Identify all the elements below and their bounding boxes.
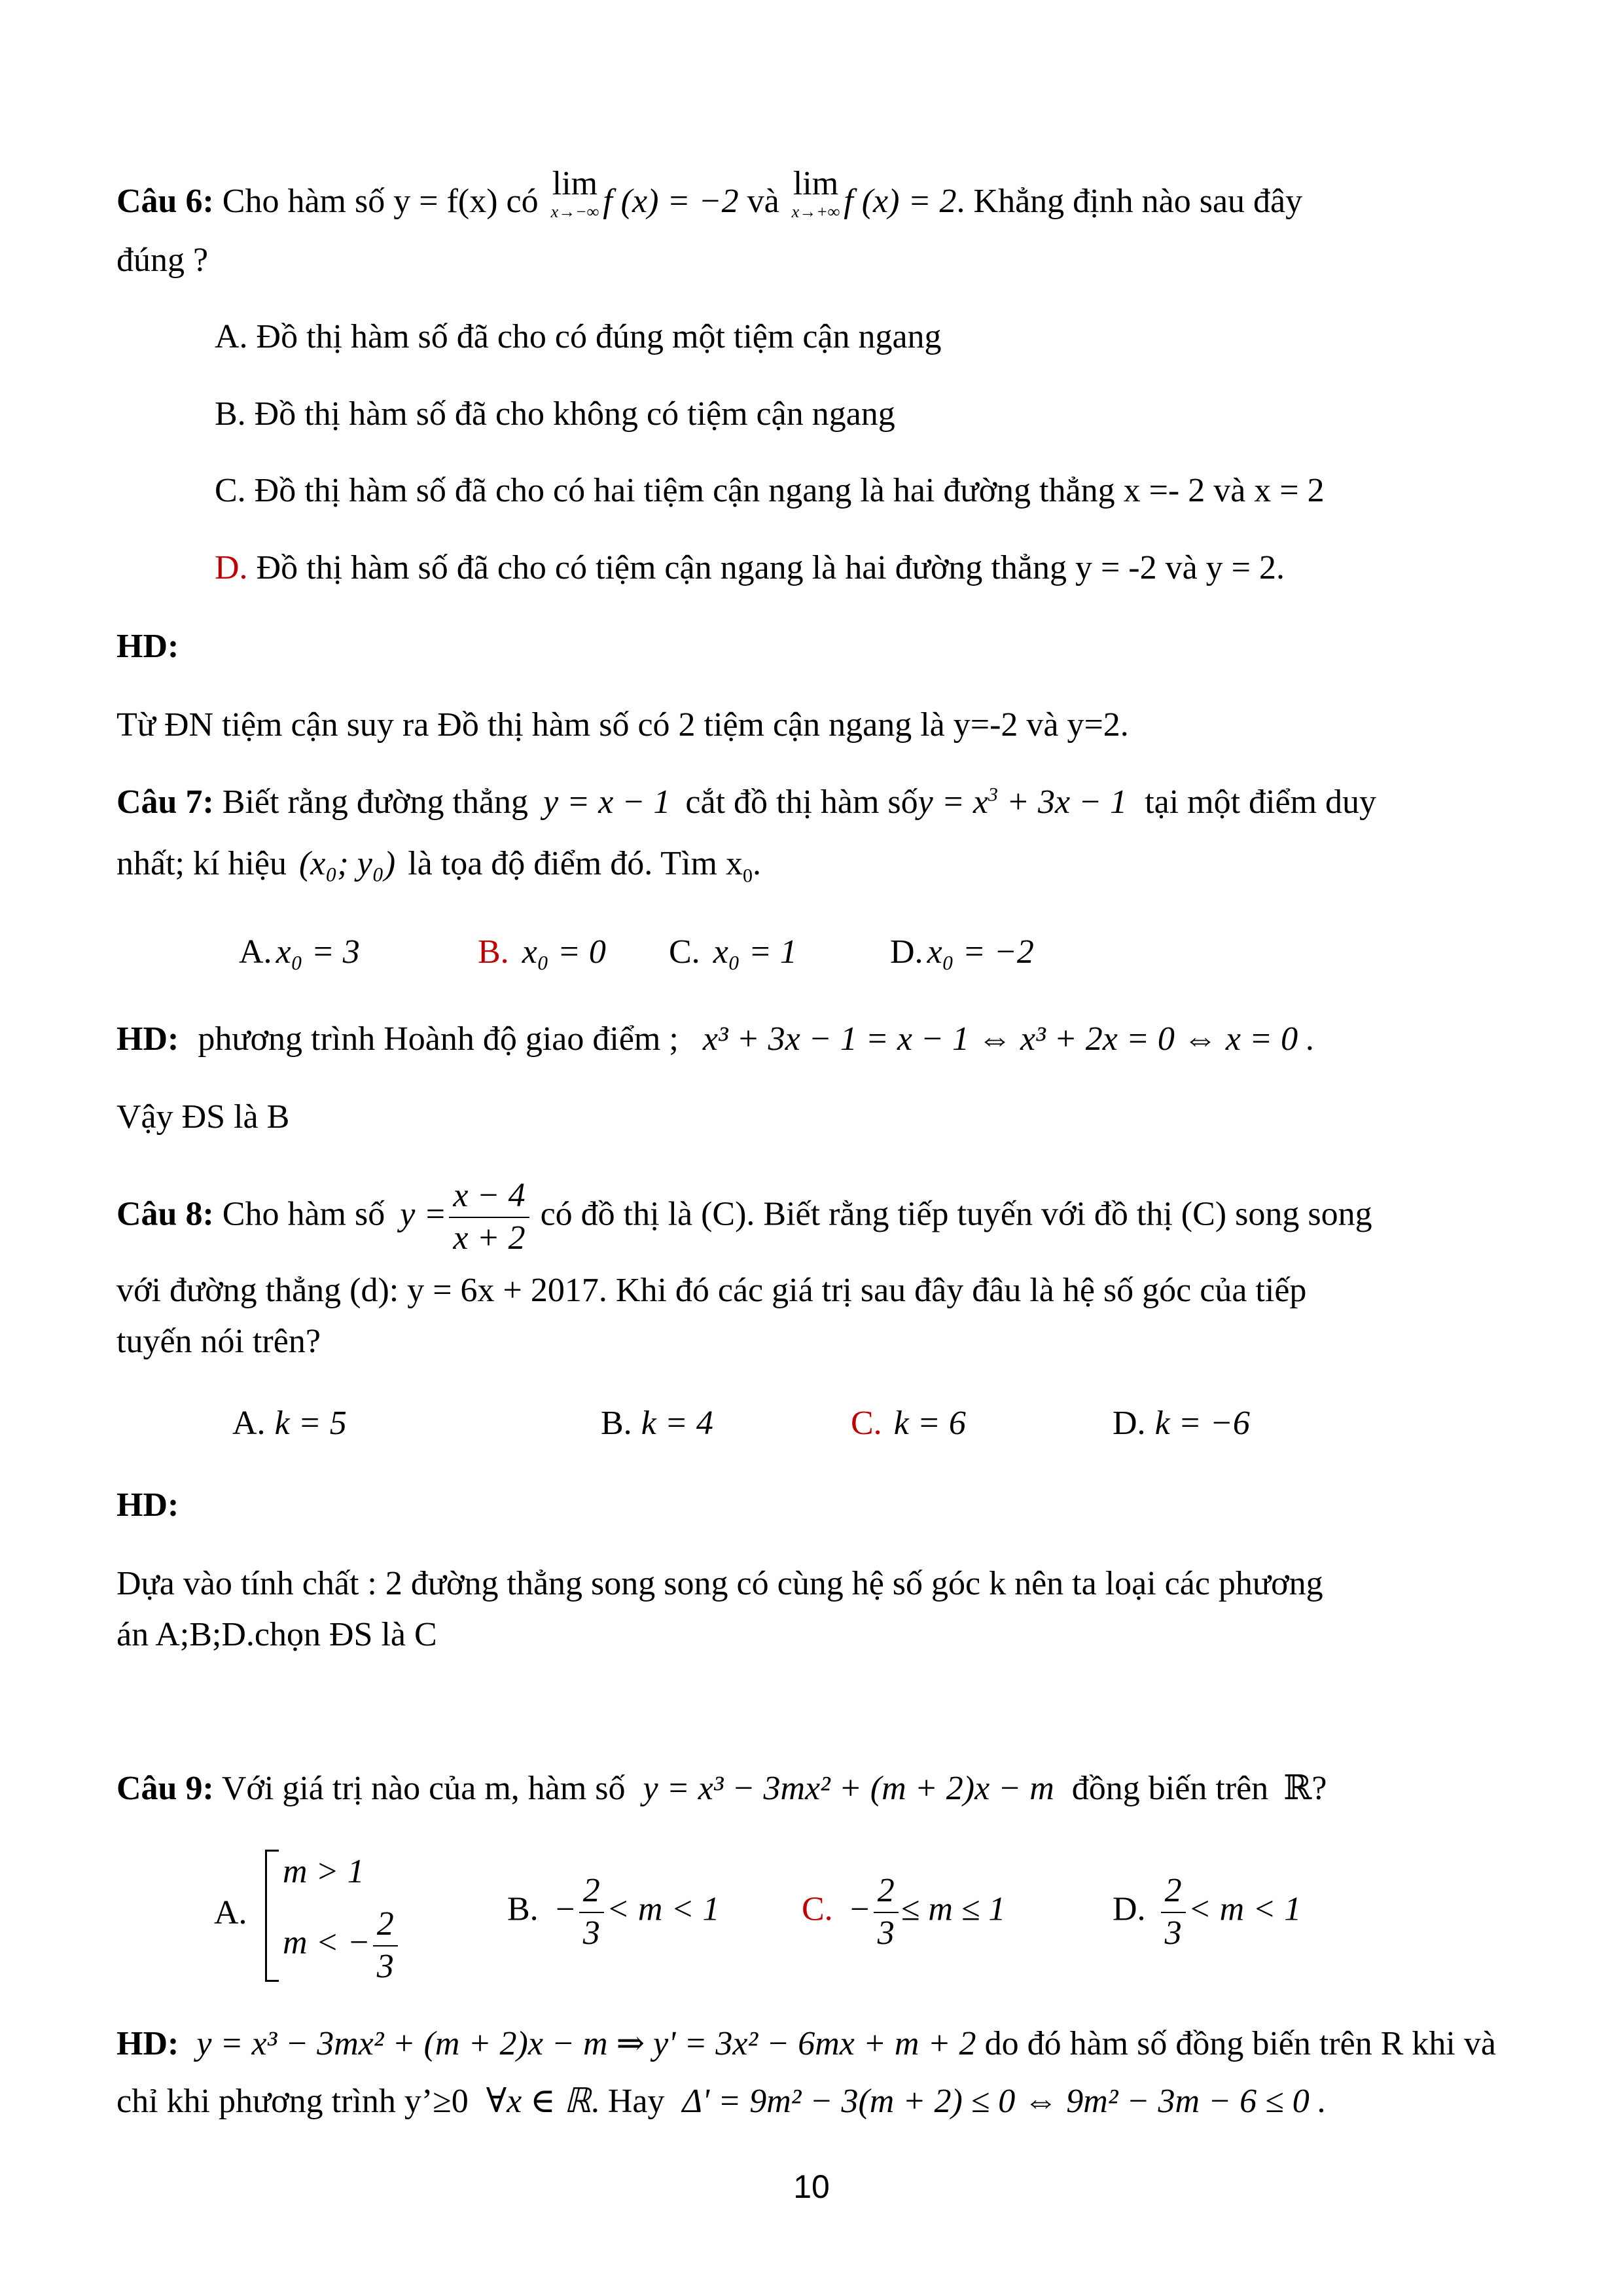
q8-option-c: C. k = 6 (851, 1405, 966, 1442)
q8-option-a: A. k = 5 (232, 1405, 347, 1442)
q7-hd (116, 1020, 1315, 1058)
q9-option-d: D. $\frac{2}{3}$ < m < 1 (1113, 1872, 1302, 1952)
q6-option-b: B. Đồ thị hàm số đã cho không có tiệm cận ngang (215, 395, 895, 433)
q9-real-set: ℝ (1283, 1770, 1312, 1807)
q6-option-d-letter: D. (215, 549, 248, 586)
q9-option-b-fraction: $\frac{2}{3}$ (579, 1873, 604, 1951)
q7-stem (116, 783, 1376, 821)
q7-hd-label: HD: (116, 1020, 179, 1058)
q6-limit-1-expr: f (x) = −2 (603, 183, 739, 220)
q7-hd-equation: x³ + 3x − 1 = x − 1 ⇔ x³ + 2x = 0 ⇔ x = 0 . (702, 1020, 1315, 1058)
q9-text-a: Với giá trị nào của m, hàm số (221, 1770, 626, 1807)
q7-text-e: là tọa độ điểm đó. Tìm x (408, 845, 743, 882)
q9-option-c-fraction: $\frac{2}{3}$ (874, 1873, 899, 1951)
q9-hd-equation-1: y = x³ − 3mx² + (m + 2)x − m ⇒ y' = 3x² − 6mx + m + 2 (196, 2025, 976, 2062)
q9-hd-text-1: do đó hàm số đồng biến trên R khi và (984, 2025, 1496, 2062)
page-number: 10 (793, 2168, 830, 2205)
q9-option-a-bracket (265, 1850, 279, 1982)
q9-option-a-letter: A. (214, 1894, 247, 1931)
q8-label: Câu 8: (116, 1195, 214, 1233)
q8-hd-label: HD: (116, 1486, 179, 1524)
q9-hd-text-3: . Hay (590, 2083, 665, 2120)
q9-option-b: B. − $\frac{2}{3}$ < m < 1 (507, 1872, 720, 1952)
q7-text-d: nhất; kí hiệu (116, 845, 287, 882)
q7-text-a: Biết rằng đường thẳng (222, 783, 529, 821)
q8-text-b: có đồ thị là (C). Biết rằng tiếp tuyến với đồ thị (C) song song (540, 1195, 1372, 1233)
q9-hd-label: HD: (116, 2025, 179, 2062)
q6-label: Câu 6: (116, 183, 214, 220)
q7-line-equation: y = x − 1 (543, 783, 671, 821)
q9-hd-line1 (116, 2024, 1496, 2063)
q9-text-c: ? (1311, 1770, 1327, 1807)
q7-stem-line2: nhất; kí hiệu (x₀; y₀) là tọa độ điểm đó. Tìm $x_0$. (116, 845, 761, 887)
q9-hd-equation-2: Δ' = 9m² − 3(m + 2) ≤ 0 ⇔ 9m² − 3m − 6 ≤ 0 . (682, 2083, 1327, 2120)
q7-conclusion: Vậy ĐS là B (116, 1098, 290, 1136)
q6-limit-2: lim x→+∞ (791, 165, 840, 221)
q8-option-d: D. k = −6 (1113, 1405, 1250, 1442)
q8-hd-line1: Dựa vào tính chất : 2 đường thẳng song song có cùng hệ số góc k nên ta loại các phương (116, 1565, 1323, 1602)
q6-text-a: Cho hàm số y = f(x) có (222, 183, 539, 220)
q9-option-d-fraction: $\frac{2}{3}$ (1161, 1873, 1186, 1951)
q7-label: Câu 7: (116, 783, 214, 821)
q6-option-d-text: Đồ thị hàm số đã cho có tiệm cận ngang là hai đường thẳng y = -2 và y = 2. (247, 549, 1285, 586)
q6-hd-label: HD: (116, 628, 179, 665)
q7-option-a: A. x₀ = 3 (239, 933, 360, 971)
q6-conj: và (747, 183, 779, 220)
q8-stem-line3: tuyến nói trên? (116, 1323, 321, 1360)
q9-text-b: đồng biến trên (1071, 1770, 1269, 1807)
q6-limit-2-expr: f (x) = 2 (844, 183, 957, 220)
q9-stem (116, 1768, 1327, 1808)
q7-subscript: 0 (742, 865, 753, 887)
q9-hd-text-2: chỉ khi phương trình y’≥0 (116, 2083, 469, 2120)
q7-option-c: C. x₀ = 1 (669, 933, 797, 971)
q6-option-a: A. Đồ thị hàm số đã cho có đúng một tiệm cận ngang (215, 318, 942, 355)
q6-hd-text: Từ ĐN tiệm cận suy ra Đồ thị hàm số có 2 tiệm cận ngang là y=-2 và y=2. (116, 706, 1129, 744)
q9-option-a-fraction: $\frac{2}{3}$ (373, 1907, 398, 1984)
q9-option-a-bottom: m < − $\frac{2}{3}$ (283, 1907, 401, 1984)
q9-option-c: C. − $\frac{2}{3}$ ≤ m ≤ 1 (802, 1872, 1006, 1952)
q6-text-b: . Khẳng định nào sau đây (956, 183, 1303, 220)
q6-option-c: C. Đồ thị hàm số đã cho có hai tiệm cận ngang là hai đường thẳng x =- 2 và x = 2 (215, 472, 1325, 509)
q8-fraction: $\frac{x - 4}{x + 2}$ (449, 1178, 529, 1256)
q7-function: $y = x^3 + 3x - 1$ (918, 783, 1128, 821)
q7-option-d: D. x₀ = −2 (890, 933, 1034, 971)
q7-text-b: cắt đồ thị hàm số (685, 783, 918, 821)
q8-stem (116, 1178, 1372, 1256)
q8-stem-line2: với đường thẳng (d): y = 6x + 2017. Khi đó các giá trị sau đây đâu là hệ số góc của tiếp (116, 1272, 1307, 1309)
q7-point: (x₀; y₀) (298, 845, 396, 882)
q6-stem-line2: đúng ? (116, 242, 209, 279)
q7-option-b: B. x₀ = 0 (478, 933, 606, 971)
q9-function: y = x³ − 3mx² + (m + 2)x − m (643, 1770, 1054, 1807)
q8-hd-line2: án A;B;D.chọn ĐS là C (116, 1616, 437, 1653)
q8-text-a: Cho hàm số (222, 1195, 385, 1233)
q9-hd-forall: ∀x ∈ ℝ (486, 2083, 591, 2120)
q8-y-equals: y = (400, 1195, 447, 1233)
q6-option-d (215, 548, 1285, 587)
q6-stem (116, 167, 1302, 221)
q7-text-c: tại một điểm duy (1145, 783, 1377, 821)
q9-option-a-top: m > 1 (283, 1853, 365, 1890)
q8-option-b: B. k = 4 (601, 1405, 713, 1442)
q9-label: Câu 9: (116, 1770, 214, 1807)
q7-hd-text: phương trình Hoành độ giao điểm ; (198, 1020, 679, 1058)
q6-limit-1: lim x→−∞ (550, 165, 599, 221)
q9-hd-line2 (116, 2081, 1327, 2121)
